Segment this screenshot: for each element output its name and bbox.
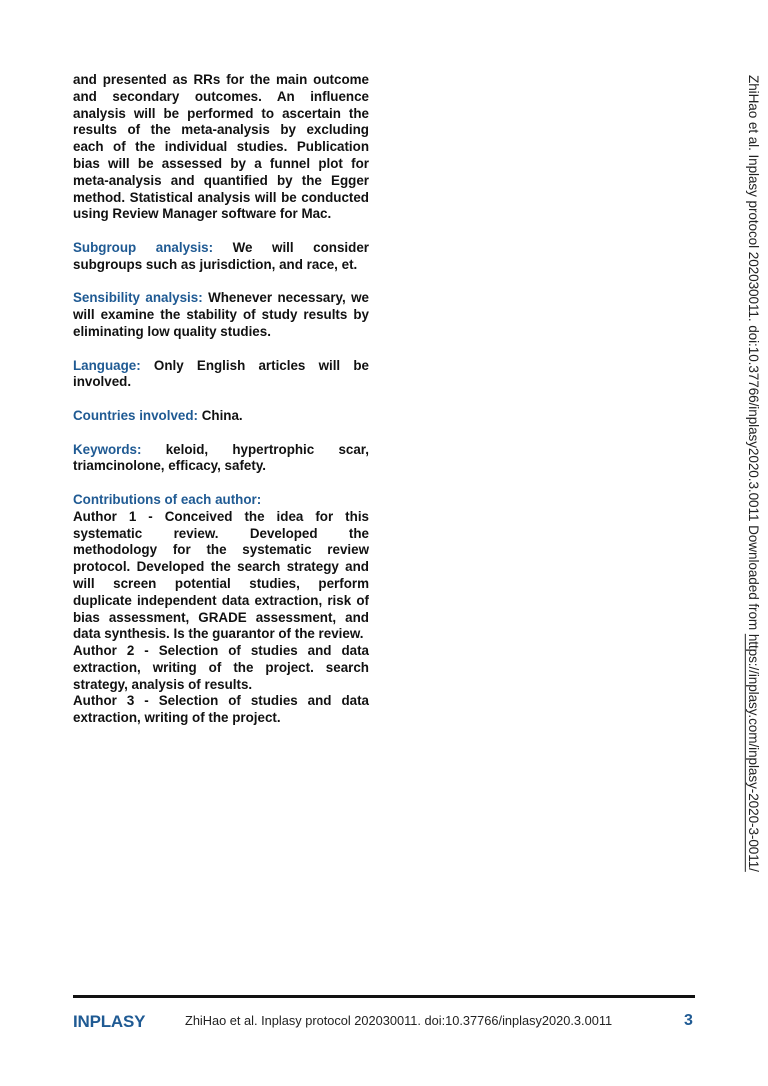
side-citation <box>746 75 761 872</box>
keywords-text: keloid, hypertrophic scar, triamcinolone, efficacy, safety. <box>73 441 369 474</box>
language-label: Language: <box>73 357 141 373</box>
sensibility-text: Whenever necessary, we will examine the stability of study results by eliminating low quality studies. <box>73 290 369 339</box>
main-column <box>73 72 369 727</box>
subgroup-text: We will consider subgroups such as jurisdiction, and race, et. <box>73 239 369 272</box>
keywords-label: Keywords: <box>73 441 142 457</box>
footer-rule <box>73 995 695 998</box>
author-2-contribution: Author 2 - Selection of studies and data extraction, writing of the project. search strategy, analysis of results. <box>73 643 369 692</box>
sensibility-section <box>73 290 369 340</box>
countries-section <box>73 408 369 425</box>
keywords-section <box>73 442 369 476</box>
page-number: 3 <box>684 1012 693 1029</box>
language-text: Only English articles will be involved. <box>73 357 369 390</box>
countries-label: Countries involved: <box>73 407 198 423</box>
subgroup-section <box>73 240 369 274</box>
author-3-contribution: Author 3 - Selection of studies and data extraction, writing of the project. <box>73 693 369 726</box>
footer-brand: INPLASY <box>73 1012 146 1031</box>
methods-paragraph: and presented as RRs for the main outcome and secondary outcomes. An influence analysis will be performed to ascertain the results of the meta-analysis by excluding each of the individual studies. Publication bias will be assessed by a funnel plot for meta-analysis and quantified by the Egger method. Statistical analysis will be conducted using Review Manager software for Mac. <box>73 72 369 222</box>
language-section <box>73 358 369 392</box>
countries-text: China. <box>198 407 243 423</box>
footer-citation: ZhiHao et al. Inplasy protocol 202030011. doi:10.37766/inplasy2020.3.0011 <box>185 1013 613 1028</box>
contributions-label: Contributions of each author: <box>73 491 262 507</box>
subgroup-label: Subgroup analysis: <box>73 239 214 255</box>
side-citation-text: ZhiHao et al. Inplasy protocol 202030011. doi:10.37766/inplasy2020.3.0011 Downloaded from <box>746 75 761 634</box>
download-link[interactable]: https://inplasy.com/inplasy-2020-3-0011/ <box>746 633 761 872</box>
author-1-contribution: Author 1 - Conceived the idea for this systematic review. Developed the methodology for the systematic review protocol. Developed the search strategy and will screen potential studies, perform duplicate independent data extraction, risk of bias assessment, GRADE assessment, and data synthesis. Is the guarantor of the review. <box>73 508 369 642</box>
sensibility-label: Sensibility analysis: <box>73 290 203 306</box>
